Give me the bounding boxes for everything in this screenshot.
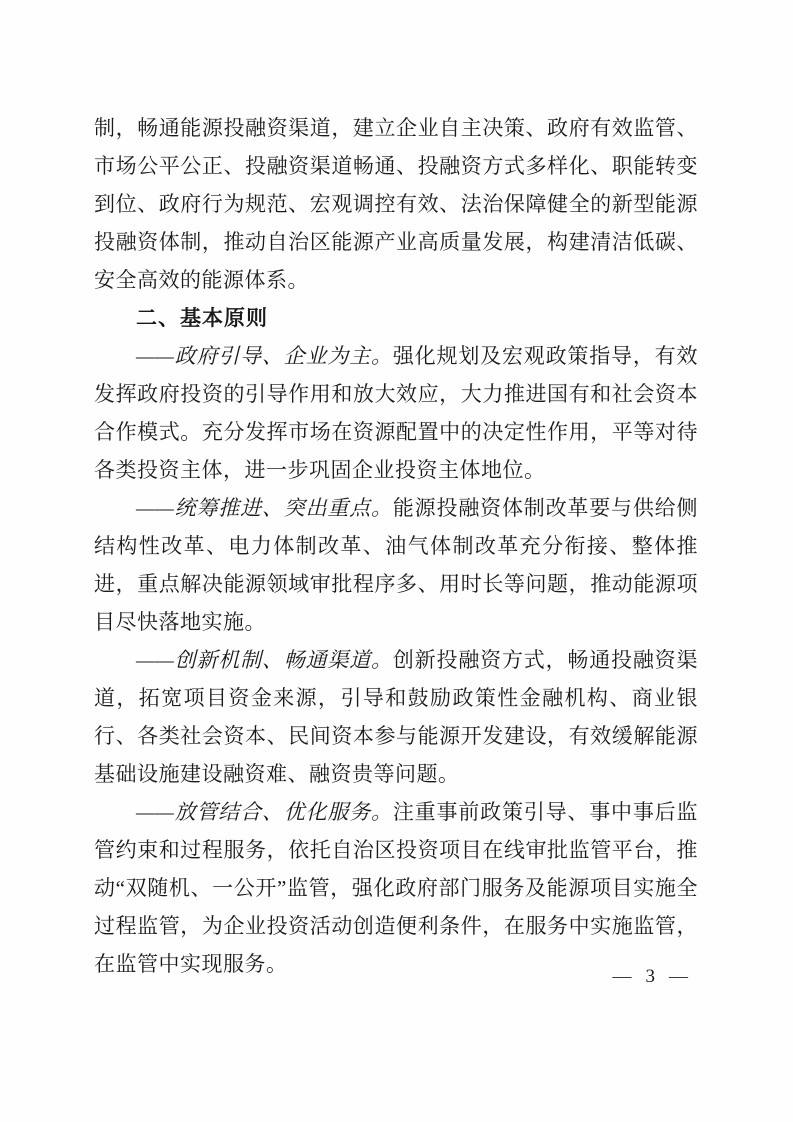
principle-text: 创新投融资方式，畅通投融资渠道，拓宽项目资金来源，引导和鼓励政策性金融机构、商业银行、各类社会资本、民间资本参与能源开发建设，有效缓解能源基础设施建设融资难、融资贵等问题。 [94,648,698,786]
footer-dash-left: — [612,966,632,987]
principle-lead: ——统筹推进、突出重点。 [136,496,393,520]
page-number: 3 [645,966,655,987]
paragraph-continuation: 制，畅通能源投融资渠道，建立企业自主决策、政府有效监管、市场公平公正、投融资渠道畅通、投融资方式多样化、职能转变到位、政府行为规范、宏观调控有效、法治保障健全的新型能源投融资体制，推动自治区能源产业高质量发展，构建清洁低碳、安全高效的能源体系。 [94,116,698,292]
principle-paragraph [94,641,698,793]
principle-lead: ——政府引导、企业为主。 [136,344,393,368]
principle-paragraph [94,489,698,641]
footer-dash-right: — [669,966,688,987]
document-body [94,109,698,983]
section-heading: 二、基本原则 [136,306,268,330]
principle-paragraph [94,337,698,489]
principle-text: 注重事前政策引导、事中事后监管约束和过程服务，依托自治区投资项目在线审批监管平台，推动“双随机、一公开”监管，强化政府部门服务及能源项目实施全过程监管，为企业投资活动创造便利条件，在服务中实施监管，在监管中实现服务。 [94,800,698,976]
principle-paragraph [94,793,698,983]
principle-lead: ——放管结合、优化服务。 [136,800,393,824]
page-footer [613,966,689,988]
principle-text: 强化规划及宏观政策指导，有效发挥政府投资的引导作用和放大效应，大力推进国有和社会资本合作模式。充分发挥市场在资源配置中的决定性作用，平等对待各类投资主体，进一步巩固企业投资主体地位。 [94,344,698,482]
principle-lead: ——创新机制、畅通渠道。 [136,648,393,672]
principle-text: 能源投融资体制改革要与供给侧结构性改革、电力体制改革、油气体制改革充分衔接、整体推进，重点解决能源领域审批程序多、用时长等问题，推动能源项目尽快落地实施。 [94,496,698,634]
